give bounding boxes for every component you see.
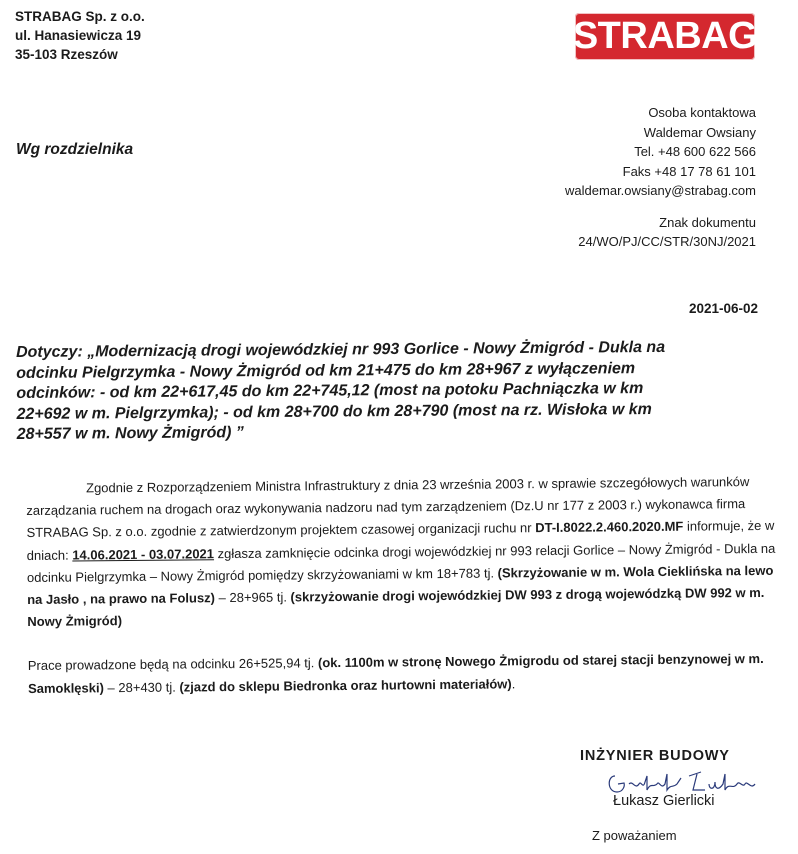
text: Prace prowadzone będą na odcinku 26+525,94 tj. xyxy=(27,655,319,674)
text: zgłasza zamknięcie odcinka drogi wojewódzkiej nr 993 relacji Gorlice – Nowy Żmigród - Dukla na odcinku Pielgrzymka – Nowy Żmigród pomiędzy skrzyżowaniami w km 18+783 tj. xyxy=(26,540,776,585)
docref-label: Znak dokumentu xyxy=(659,215,756,230)
strabag-logo xyxy=(572,13,758,60)
text: informuje, że w dniach: xyxy=(26,518,775,563)
contact-fax: Faks +48 17 78 61 101 xyxy=(622,163,756,179)
start-junction: (Skrzyżowanie w m. Wola Cieklińska na lewo na Jasło , na prawo na Folusz) xyxy=(27,562,774,608)
contact-name: Waldemar Owsiany xyxy=(643,124,756,140)
logo-text: STRABAG xyxy=(572,15,758,57)
text: Zgodnie z Rozporządzeniem Ministra Infrastruktury z dnia 23 września 2003 r. w sprawie szczegółowych warunków zarządzania ruchem na drogach oraz wykonywania nadzoru nad tym zarządzeniem (Dz.U nr 177 z 2003 r.) wykonawca firma STRABAG Sp. z o.o. zgodnie z zatwierdzonym projektem czasowej organizacji ruchu nr xyxy=(26,474,750,541)
docref-number: 24/WO/PJ/CC/STR/30NJ/2021 xyxy=(578,234,756,249)
sender-city: 35-103 Rzeszów xyxy=(15,47,118,62)
text: – 28+430 tj. xyxy=(103,679,180,695)
contact-block xyxy=(565,103,756,201)
signatory-name: Łukasz Gierlicki xyxy=(613,793,715,809)
closure-dates: 14.06.2021 - 03.07.2021 xyxy=(72,545,215,563)
text: . xyxy=(511,675,516,691)
closing-text: Z poważaniem xyxy=(592,828,677,843)
signatory-title: INŻYNIER BUDOWY xyxy=(580,748,730,764)
subject-line: odcinku Pielgrzymka - Nowy Żmigród od km 21+475 do km 28+967 z wyłączeniem xyxy=(16,359,636,382)
recipient: Wg rozdzielnika xyxy=(16,141,134,158)
subject-line: odcinków: - od km 22+617,45 do km 22+745,12 (most na potoku Pachniączka w km xyxy=(16,380,644,402)
paragraph-works xyxy=(28,648,780,700)
paragraph-notice xyxy=(26,471,779,634)
works-end: (zjazd do sklepu Biedronka oraz hurtowni materiałów) xyxy=(179,675,512,695)
text: – 28+965 tj. xyxy=(214,589,291,606)
subject xyxy=(16,337,777,445)
sender-company: STRABAG Sp. z o.o. xyxy=(15,9,145,24)
contact-label: Osoba kontaktowa xyxy=(648,105,756,120)
letter-body xyxy=(26,471,780,700)
project-number: DT-I.8022.2.460.2020.MF xyxy=(535,519,684,536)
contact-tel: Tel. +48 600 622 566 xyxy=(634,144,756,160)
sender-address xyxy=(15,7,145,64)
works-start: (ok. 1100m w stronę Nowego Żmigrodu od starej stacji benzynowej w m. Samoklęski) xyxy=(27,651,764,696)
contact-email: waldemar.owsiany@strabag.com xyxy=(565,183,756,199)
document-reference xyxy=(578,213,756,251)
document-date: 2021-06-02 xyxy=(688,301,758,316)
subject-line: Dotyczy: „Modernizacją drogi wojewódzkiej nr 993 Gorlice - Nowy Żmigród - Dukla na xyxy=(16,338,666,361)
end-junction: (skrzyżowanie drogi wojewódzkiej DW 993 z drogą wojewódzką DW 992 w m. Nowy Żmigród) xyxy=(27,584,765,630)
subject-line: 22+692 w m. Pielgrzymka); - od km 28+700 do km 28+790 (most na rz. Wisłoka w km xyxy=(16,400,652,423)
subject-line: 28+557 w m. Nowy Żmigród) ” xyxy=(16,424,244,443)
sender-street: ul. Hanasiewicza 19 xyxy=(15,28,142,43)
